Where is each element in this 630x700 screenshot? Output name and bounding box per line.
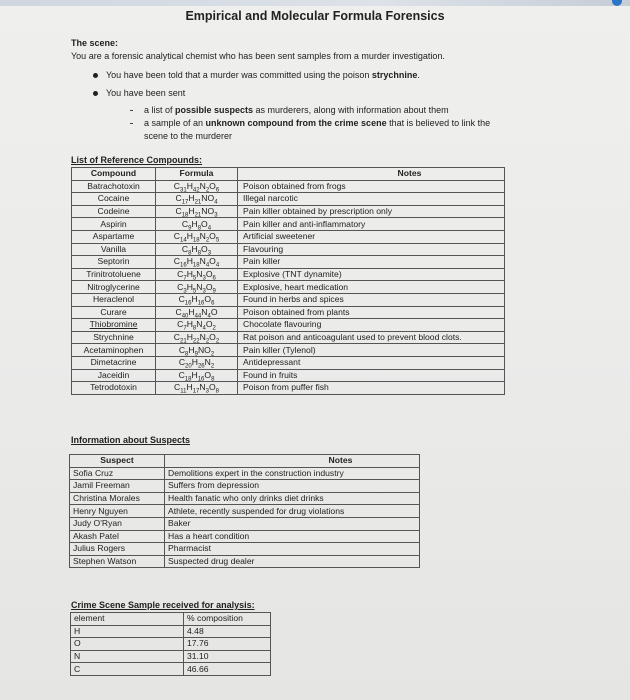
- reference-heading: List of Reference Compounds:: [71, 155, 203, 165]
- reference-row: [72, 293, 505, 306]
- reference-row: [72, 230, 505, 243]
- crime-row: [71, 638, 271, 651]
- crime-sample-table: [70, 612, 271, 676]
- suspect-notes: Health fanatic who only drinks diet drinks: [165, 492, 420, 505]
- compound-name: Aspartame: [72, 230, 156, 243]
- suspect-row: [70, 530, 420, 543]
- suspect-notes: Suffers from depression: [165, 480, 420, 493]
- reference-row: [72, 382, 505, 395]
- compound-formula: $C_{16}H_{18}N_4O_4$: [156, 256, 238, 269]
- compound-formula: $C_8H_9NO_2$: [156, 344, 238, 357]
- compound-notes: Poison obtained from frogs: [238, 180, 505, 193]
- compound-formula: $C_{21}H_{22}N_2O_2$: [156, 331, 238, 344]
- element-composition: 31.10: [184, 650, 271, 663]
- suspect-notes: Athlete, recently suspended for drug violations: [165, 505, 420, 518]
- compound-formula: $C_{40}H_{44}N_4O$: [156, 306, 238, 319]
- compound-notes: Chocolate flavouring: [238, 319, 505, 332]
- compound-name: Heraclenol: [72, 293, 156, 306]
- compound-formula: $C_7H_8N_4O_2$: [156, 319, 238, 332]
- reference-row: [72, 356, 505, 369]
- reference-row: [72, 268, 505, 281]
- suspect-row: [70, 492, 420, 505]
- compound-name: Dimetacrine: [72, 356, 156, 369]
- compound-notes: Pain killer obtained by prescription only: [238, 205, 505, 218]
- bullet-2: [93, 91, 98, 96]
- compound-notes: Explosive (TNT dynamite): [238, 268, 505, 281]
- element-symbol: N: [71, 650, 184, 663]
- element-symbol: C: [71, 663, 184, 676]
- scene-intro: You are a forensic analytical chemist who has been sent samples from a murder investigation.: [71, 51, 445, 61]
- compound-name: Batrachotoxin: [72, 180, 156, 193]
- scene-heading: The scene:: [71, 38, 119, 48]
- compound-formula: $C_8H_8O_3$: [156, 243, 238, 256]
- suspects-header-row: [70, 455, 420, 468]
- crime-row: [71, 625, 271, 638]
- reference-row: [72, 243, 505, 256]
- top-edge-strip: [0, 0, 630, 6]
- compound-formula: $C_{11}H_{17}N_3O_8$: [156, 382, 238, 395]
- element-composition: 17.76: [184, 638, 271, 651]
- reference-row: [72, 281, 505, 294]
- suspect-row: [70, 480, 420, 493]
- header-composition: % composition: [184, 613, 271, 626]
- reference-row: [72, 331, 505, 344]
- sub-bullet-2-text-line2: scene to the murderer: [144, 131, 233, 141]
- reference-row: [72, 218, 505, 231]
- reference-table: [71, 167, 505, 395]
- sub-bullet-1-text: a list of possible suspects as murderers, along with information about them: [144, 105, 449, 115]
- suspect-name: Judy O'Ryan: [70, 517, 165, 530]
- reference-row: [72, 256, 505, 269]
- suspect-notes: Suspected drug dealer: [165, 555, 420, 568]
- header-suspect: Suspect: [70, 455, 165, 468]
- compound-formula: $C_{14}H_{18}N_2O_5$: [156, 230, 238, 243]
- compound-name: Tetrodotoxin: [72, 382, 156, 395]
- crime-row: [71, 650, 271, 663]
- sub-bullet-1: [130, 110, 133, 111]
- compound-formula: $C_{18}H_{21}NO_3$: [156, 205, 238, 218]
- compound-formula: $C_{20}H_{26}N_2$: [156, 356, 238, 369]
- compound-name: Vanilla: [72, 243, 156, 256]
- suspect-row: [70, 467, 420, 480]
- bullet-2-text: You have been sent: [106, 88, 186, 98]
- suspect-row: [70, 543, 420, 556]
- sub-bullet-2-text: a sample of an unknown compound from the crime scene that is believed to link the: [144, 118, 491, 128]
- reference-row: [72, 180, 505, 193]
- suspect-notes: Demolitions expert in the construction industry: [165, 467, 420, 480]
- suspect-name: Sofia Cruz: [70, 467, 165, 480]
- crime-row: [71, 663, 271, 676]
- compound-formula: $C_{17}H_{21}NO_4$: [156, 193, 238, 206]
- suspect-name: Akash Patel: [70, 530, 165, 543]
- suspects-table: [69, 454, 420, 568]
- compound-notes: Antidepressant: [238, 356, 505, 369]
- compound-formula: $C_9H_8O_4$: [156, 218, 238, 231]
- compound-name: Septorin: [72, 256, 156, 269]
- compound-name: Acetaminophen: [72, 344, 156, 357]
- compound-formula: $C_7H_5N_3O_6$: [156, 268, 238, 281]
- compound-name: Nitroglycerine: [72, 281, 156, 294]
- element-composition: 4.48: [184, 625, 271, 638]
- page-title: Empirical and Molecular Formula Forensics: [185, 9, 445, 23]
- compound-formula: $C_{31}H_{42}N_2O_6$: [156, 180, 238, 193]
- compound-name: Strychnine: [72, 331, 156, 344]
- suspect-row: [70, 505, 420, 518]
- compound-notes: Found in fruits: [238, 369, 505, 382]
- suspect-notes: Has a heart condition: [165, 530, 420, 543]
- compound-notes: Rat poison and anticoagulant used to prevent blood clots.: [238, 331, 505, 344]
- compound-notes: Poison obtained from plants: [238, 306, 505, 319]
- compound-notes: Artificial sweetener: [238, 230, 505, 243]
- compound-notes: Pain killer and anti-inflammatory: [238, 218, 505, 231]
- reference-row: [72, 306, 505, 319]
- reference-header-row: [72, 168, 505, 181]
- header-notes: Notes: [238, 168, 505, 181]
- suspect-name: Jamil Freeman: [70, 480, 165, 493]
- compound-name: Trinitrotoluene: [72, 268, 156, 281]
- reference-row: [72, 344, 505, 357]
- element-symbol: O: [71, 638, 184, 651]
- suspect-name: Stephen Watson: [70, 555, 165, 568]
- suspect-name: Henry Nguyen: [70, 505, 165, 518]
- compound-notes: Explosive, heart medication: [238, 281, 505, 294]
- compound-name: Codeine: [72, 205, 156, 218]
- header-compound: Compound: [72, 168, 156, 181]
- suspect-name: Christina Morales: [70, 492, 165, 505]
- compound-notes: Flavouring: [238, 243, 505, 256]
- compound-notes: Found in herbs and spices: [238, 293, 505, 306]
- suspect-notes: Pharmacist: [165, 543, 420, 556]
- compound-notes: Illegal narcotic: [238, 193, 505, 206]
- header-suspect-notes: Notes: [165, 455, 420, 468]
- reference-row: [72, 193, 505, 206]
- compound-name: Cocaine: [72, 193, 156, 206]
- bullet-1-text: You have been told that a murder was committed using the poison strychnine.: [106, 70, 420, 80]
- bullet-1: [93, 73, 98, 78]
- compound-name: Aspirin: [72, 218, 156, 231]
- compound-name: Thiobromine: [72, 319, 156, 332]
- header-formula: Formula: [156, 168, 238, 181]
- element-symbol: H: [71, 625, 184, 638]
- compound-name: Curare: [72, 306, 156, 319]
- compound-formula: $C_{18}H_{16}O_8$: [156, 369, 238, 382]
- crime-header-row: [71, 613, 271, 626]
- reference-row: [72, 205, 505, 218]
- compound-formula: $C_{16}H_{16}O_6$: [156, 293, 238, 306]
- crime-heading: Crime Scene Sample received for analysis:: [71, 600, 255, 610]
- header-element: element: [71, 613, 184, 626]
- compound-name: Jaceidin: [72, 369, 156, 382]
- suspects-heading: Information about Suspects: [71, 435, 191, 445]
- compound-notes: Poison from puffer fish: [238, 382, 505, 395]
- suspect-row: [70, 555, 420, 568]
- suspect-notes: Baker: [165, 517, 420, 530]
- compound-notes: Pain killer: [238, 256, 505, 269]
- element-composition: 46.66: [184, 663, 271, 676]
- compound-notes: Pain killer (Tylenol): [238, 344, 505, 357]
- compound-formula: $C_3H_5N_3O_9$: [156, 281, 238, 294]
- reference-row: [72, 319, 505, 332]
- reference-row: [72, 369, 505, 382]
- suspect-row: [70, 517, 420, 530]
- sub-bullet-2: [130, 123, 133, 124]
- suspect-name: Julius Rogers: [70, 543, 165, 556]
